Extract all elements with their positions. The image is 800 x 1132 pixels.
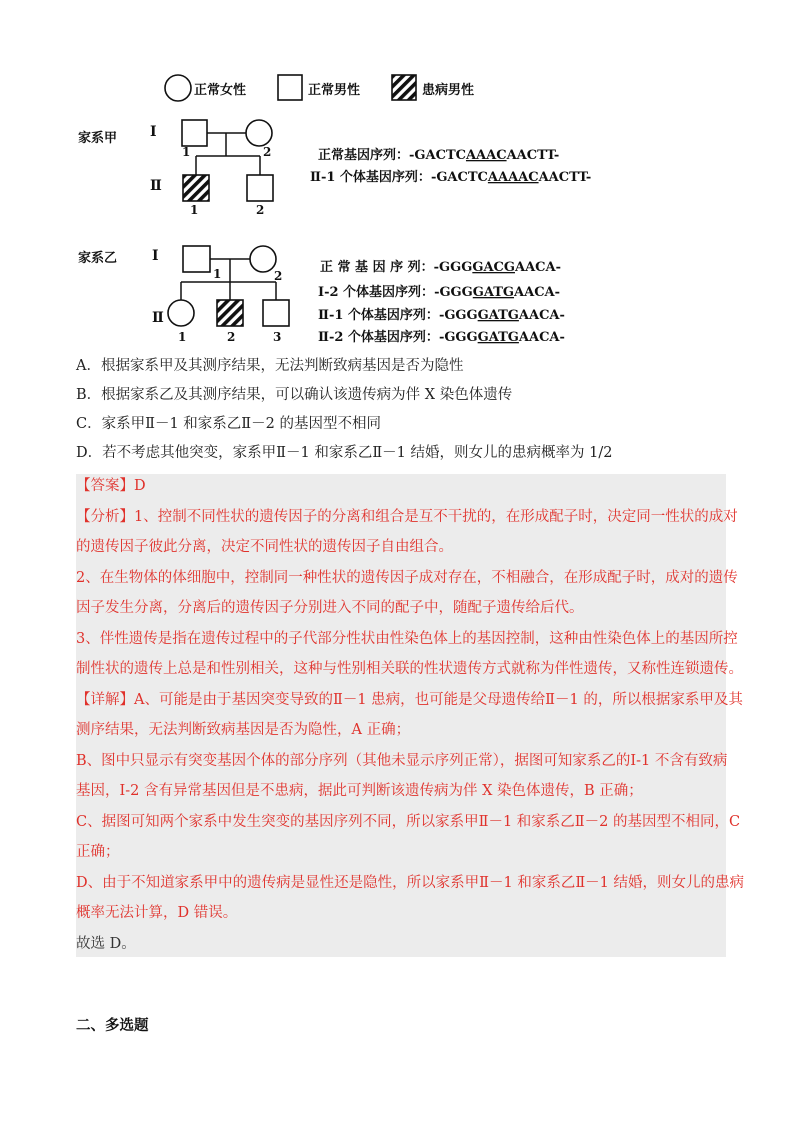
family-a-ii1-affected [183,175,209,201]
detail-line: 测序结果，无法判断致病基因是否为隐性，A 正确； [76,722,411,738]
family-b-seq4: Ⅱ-2 个体基因序列：-GGGGATGAACA- [318,330,565,345]
family-a-label: 家系甲 [78,131,118,146]
conclusion-line: 故选 D。 [76,936,136,952]
family-b-n-i2: 2 [274,269,283,283]
family-a-ii2 [247,175,273,201]
detail-line: B、图中只显示有突变基因个体的部分序列（其他未显示序列正常），据图可知家系乙的Ⅰ-1 不含有致病 [76,753,728,769]
option-d: D．若不考虑其他突变，家系甲Ⅱ－1 和家系乙Ⅱ－1 结婚，则女儿的患病概率为 1/2 [76,445,613,461]
family-a-n-ii1: 1 [190,203,199,217]
detail-line: 正确； [76,844,120,860]
family-a-i2 [246,120,272,146]
family-a-gen1: Ⅰ [150,124,157,140]
family-a-n-ii2: 2 [256,203,265,217]
analysis-line: 【分析】1、控制不同性状的遗传因子的分离和组合是互不干扰的，在形成配子时，决定同一性状的成对 [76,509,738,525]
detail-line: C、据图可知两个家系中发生突变的基因序列不同，所以家系甲Ⅱ－1 和家系乙Ⅱ－2 的基因型不相同，C [76,814,741,830]
family-b-n-ii2: 2 [227,330,236,344]
legend [165,75,474,101]
family-b-seq3: Ⅱ-1 个体基因序列：-GGGGATGAACA- [318,308,565,323]
detail-line: 【详解】A、可能是由于基因突变导致的Ⅱ－1 患病，也可能是父母遗传给Ⅱ－1 的，所以根据家系甲及其 [76,692,743,708]
detail-line: D、由于不知道家系甲中的遗传病是显性还是隐性，所以家系甲Ⅱ－1 和家系乙Ⅱ－1 结婚，则女儿的患病 [76,875,745,891]
family-b-n-i1: 1 [213,267,222,281]
detail-line: 基因，Ⅰ-2 含有异常基因但是不患病，据此可判断该遗传病为伴 X 染色体遗传，B 正确； [76,783,643,799]
family-a-seq2: Ⅱ-1 个体基因序列：-GACTCAAAACAACTT- [310,170,592,185]
analysis-line: 的遗传因子彼此分离，决定不同性状的遗传因子自由组合。 [76,539,453,555]
analysis-line: 2、在生物体的体细胞中，控制同一种性状的遗传因子成对存在，不相融合，在形成配子时，成对的遗传 [76,570,738,586]
family-a-n-i1: 1 [182,145,191,159]
analysis-line: 制性状的遗传上总是和性别相关，这种与性别相关联的性状遗传方式就称为伴性遗传，又称性连锁遗传。 [76,661,743,677]
family-b-gen1: Ⅰ [152,248,159,264]
option-a: A．根据家系甲及其测序结果，无法判断致病基因是否为隐性 [76,358,464,374]
section-title: 二、多选题 [76,1018,149,1034]
family-b-n-ii1: 1 [178,330,187,344]
option-c: C．家系甲Ⅱ－1 和家系乙Ⅱ－2 的基因型不相同 [76,416,381,432]
family-a-n-i2: 2 [263,145,272,159]
family-b-ii1 [168,300,194,326]
family-b-i1 [183,246,210,272]
answer-line: 【答案】D [76,478,146,494]
family-a [78,120,591,217]
family-b-label: 家系乙 [78,251,118,266]
detail-line: 概率无法计算，D 错误。 [76,905,238,921]
family-b-seq1: 正 常 基 因 序 列：-GGGGACGAACA- [320,260,561,275]
family-b-gen2: Ⅱ [152,310,164,326]
legend-male-label: 正常男性 [308,83,361,98]
family-a-i1 [182,120,207,146]
legend-male-symbol [278,75,302,100]
pedigree-figure [70,60,610,360]
family-a-gen2: Ⅱ [150,178,162,194]
family-b-ii3 [263,300,289,326]
family-b-ii2-affected [217,300,243,326]
answer-box [76,474,745,957]
analysis-line: 因子发生分离，分离后的遗传因子分别进入不同的配子中，随配子遗传给后代。 [76,600,584,616]
family-b-i2 [250,246,276,272]
family-b [78,246,565,345]
family-b-seq2: Ⅰ-2 个体基因序列：-GGGGATGAACA- [318,285,561,300]
family-a-seq1: 正常基因序列：-GACTCAAACAACTT- [318,148,560,163]
legend-female-label: 正常女性 [194,83,247,98]
legend-female-symbol [165,75,191,101]
family-b-n-ii3: 3 [273,330,282,344]
legend-affected-male-symbol [392,75,416,100]
legend-affected-male-label: 患病男性 [422,83,475,98]
option-b: B．根据家系乙及其测序结果，可以确认该遗传病为伴 X 染色体遗传 [76,387,513,403]
analysis-line: 3、伴性遗传是指在遗传过程中的子代部分性状由性染色体上的基因控制，这种由性染色体上的基因所控 [76,631,738,647]
pedigree-diagram [70,60,610,360]
options-list [76,352,736,468]
